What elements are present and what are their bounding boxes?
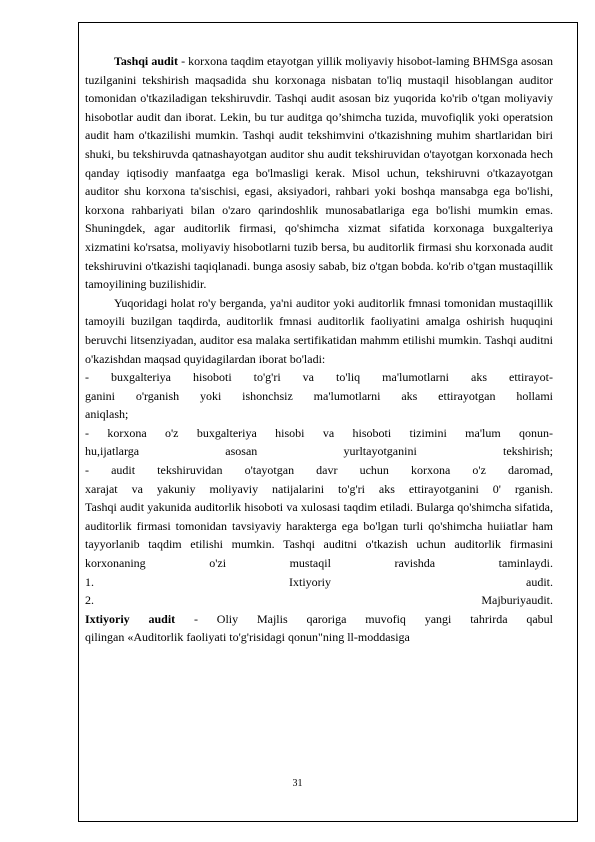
final-line-1	[85, 610, 553, 629]
term-tashqi-audit: Tashqi audit	[114, 54, 179, 68]
list-item-1-line-3: aniqlash;	[85, 407, 129, 422]
enum-label-2: Majburiyaudit.	[481, 593, 553, 608]
goals-list	[85, 368, 553, 498]
audit-types-list	[85, 573, 553, 610]
list-item-1-line-1: - buxgalteriya hisoboti to'g'ri va to'liq ma'lumotlarni aks ettirayot-	[85, 370, 553, 385]
list-item-2-line-1: - korxona o'z buxgalteriya hisobi va hisoboti tizimini ma'lum qonun-	[85, 425, 553, 440]
enum-number-1: 1.	[85, 574, 94, 589]
list-item-1-line-2: ganini o'rganish yoki ishonchsiz ma'lumotlarni aks ettirayotgan hollami	[85, 388, 553, 403]
enum-number-2: 2.	[85, 593, 94, 608]
final-line-2: qilingan «Auditorlik faoliyati to'g'risidagi qonun"ning ll-moddasiga	[85, 630, 410, 645]
list-item-3-line-2: xarajat va yakuniy moliyaviy natijalarini to'g'ri aks ettirayotganini 0' rganish.	[85, 481, 553, 496]
enum-item-1	[85, 573, 553, 592]
enum-label-1: Ixtiyoriy audit.	[289, 574, 553, 589]
term-ixtiyoriy-audit: Ixtiyoriy audit	[85, 611, 176, 626]
paragraph-tashqi-audit	[85, 52, 553, 294]
document-body	[85, 52, 553, 647]
enum-item-2	[85, 591, 553, 610]
paragraph-1-text: - korxona taqdim etayotgan yillik moliyaviy hisobot-laming BHMSga asosan tuzilganini tekshirish maqsadida shu korxonaga nisbatan to'liq mustaqil hisoblangan auditor tomonidan o'tkaziladigan tekshiruvdir. Tashqi audit asosan biz yuqorida ko'rib o'tgan moliyaviy hisobotlar audit dan iborat. Lekin, bu tur auditga qo’shimcha tuzida, muvofiqlik yoki operatsion audit ham o'tkazilishi mumkin. Tashqi audit tekshimvini o'tkazishning muhim shartlaridan biri shuki, bu tekshiruvda qatnashayotgan auditor shu audit tekshiruvidan o'tayotgan korxonada hech qanday iqtisodiy manfaatga ega bo'lmasligi kerak. Misol uchun, tekshiruvni o'tkazayotgan auditor shu korxona ta'sischisi, egasi, aksiyadori, rahbari yoki boshqa mansabga ega bo'lishi, korxona rahbariyati bilan o'zaro qarindoshlik munosabatlariga ega bo'lishi mumkin emas. Shuningdek, agar auditorlik firmasi, qo'shimcha xizmat sifatida korxonaga buxgalteriya xizmatini ko'rsatsa, moliyaviy hisobotlarni tuzib bersa, bu auditorlik firmasi shu korxonada audit tekshiruvini o'tkazishi taqiqlanadi. bunga asosiy sabab, biz o'tgan bobda. ko'rib o'tgan mustaqillik tamoyilining buzilishidir.	[85, 54, 553, 292]
list-item-3-line-1: - audit tekshiruvidan o'tayotgan davr uchun korxona o'z daromad,	[85, 463, 553, 478]
paragraph-xulosa: Tashqi audit yakunida auditorlik hisoboti va xulosasi taqdim etiladi. Bularga qo'shimcha sifatida, auditorlik firmasi tomonidan tavsiyaviy harakterga ega bo'lgan turli qo'shimcha huiiatlar ham tayyorlanib taqdim etilishi mumkin. Tashqi auditni o'tkazish uchun auditorlik firmasini korxonaning o'zi mustaqil ravishda taminlaydi.	[85, 500, 553, 571]
paragraph-mustaqillik: Yuqoridagi holat ro'y berganda, ya'ni auditor yoki auditorlik fmnasi tomonidan mustaqillik tamoyili buzilgan taqdirda, auditorlik fmnasi auditorlik faoliyatini amalga oshirish huquqini beruvchi litsenziyadan, auditor esa malaka sertifikatidan mahmm etilishi mumkin. Tashqi auditni o'kazishdan maqsad quyidagilardan iborat bo'ladi:	[85, 295, 553, 366]
list-item-2-line-2: hu,ijatlarga asosan yurltayotganini tekshirish;	[85, 444, 553, 459]
page-number: 31	[292, 778, 303, 789]
final-text-1: - Oliy Majlis qaroriga muvofiq yangi tahrirda qabul	[175, 611, 554, 626]
